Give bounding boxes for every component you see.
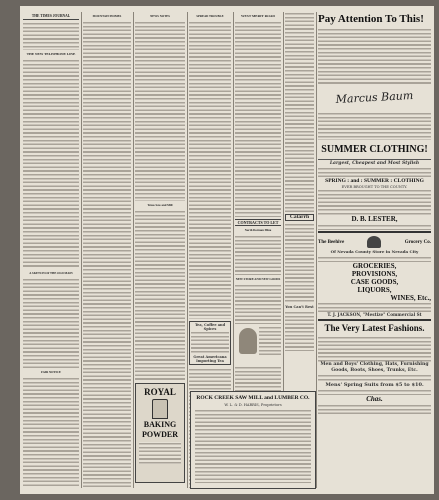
headline-west-merit: WEST MERIT ROAD (241, 14, 275, 18)
summer-clothing: SUMMER CLOTHING! (321, 144, 428, 155)
portrait-ad (235, 326, 281, 366)
beehive-icon (367, 236, 381, 248)
headline-notice: FAIR NOTICE (41, 370, 61, 374)
wines: WINES, Etc., (390, 294, 431, 302)
case-goods: CASE GOODS, (350, 278, 399, 286)
masthead: THE TIMES JOURNAL (23, 14, 79, 20)
sawmill-ad (190, 391, 316, 489)
headline-texas: Texas Saw and Mill (147, 203, 173, 207)
reasons-line: Great Americana Importing Tea (193, 355, 227, 363)
coffee-ad (189, 321, 231, 365)
headline-mountain: MOUNTAIN HOMES (92, 14, 122, 18)
beehive-label: The Beehive (318, 239, 345, 245)
newspaper-page (20, 6, 434, 494)
largest-line: Largest, Cheapest and Most Stylish (329, 161, 420, 166)
royal-label: ROYAL (144, 387, 176, 397)
ad-column (318, 12, 431, 488)
pay-attention-headline: Pay Attention To This! (318, 13, 424, 25)
spring-line: SPRING : and : SUMMER : CLOTHING (325, 178, 424, 184)
headline-sketch: A SKETCH OF THE OLD MAIN (29, 271, 73, 275)
baking-powder-can-icon (152, 399, 168, 419)
provisions: PROVISIONS, (351, 270, 398, 278)
powder-label: POWDER (142, 430, 178, 439)
headline-dorman: North Dorman Mine (244, 228, 272, 232)
column-3 (135, 12, 185, 488)
coast-line: You Can't Rest (285, 305, 314, 309)
signature: Marcus Baum (335, 88, 414, 107)
merchant-name: D. B. LESTER, (351, 215, 398, 223)
headline-contracts: CONTRACTS TO LET (235, 219, 281, 226)
suits-line: Mens' Spring Suits from $5 to $10. (325, 382, 424, 388)
clothing-line: Men and Boys' Clothing, Hats, Furnishing Goods, Boots, Shoes, Trunks, Etc. (320, 362, 429, 373)
headline-catarrh: Catarrh (285, 214, 314, 221)
coffee-line: Tea, Coffee and Spices (194, 323, 226, 331)
royal-baking-ad (135, 383, 185, 483)
sawmill-title: ROCK CREEK SAW MILL and LUMBER CO. (196, 395, 310, 401)
column-2 (83, 12, 131, 488)
headline-new-store: NEW STORE AND NEW GOODS (235, 277, 281, 281)
headline-news: NEWS NOTES (150, 14, 170, 18)
column-1 (23, 12, 79, 488)
fashions-headline: The Very Latest Fashions. (324, 323, 425, 333)
grocery-co-label: Grocery Co. (404, 239, 431, 245)
grocery-header (318, 236, 431, 248)
headline-telephone: THE NEW TELEPHONE LINE (26, 52, 76, 56)
grocery-sub: Of Nevada County Store in Nevada City (330, 249, 419, 254)
sawmill-sub: W. L. & D. HARRIS, Proprietors (224, 403, 282, 407)
groceries: GROCERIES, (352, 262, 397, 270)
liquors: LIQUORS, (357, 286, 392, 294)
county-line: EVER BROUGHT TO THE COUNTY. (341, 185, 408, 189)
chas-signature: Chas. (366, 395, 383, 403)
portrait-icon (239, 328, 257, 354)
baking-label: BAKING (143, 420, 177, 429)
headline-spread: SPREAD TROUBLE (196, 14, 224, 18)
jackson-line: T. J. JACKSON, "Mestize" Commercial St (327, 312, 422, 317)
